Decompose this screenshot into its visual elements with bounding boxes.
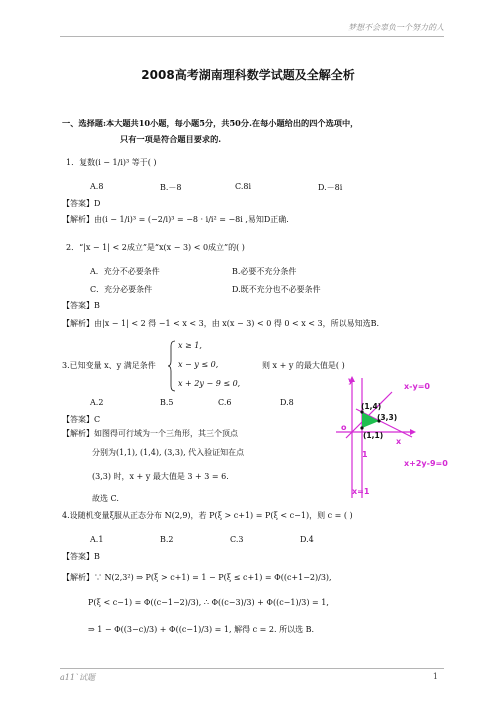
q3-stem-pre: 3.已知变量 x、y 满足条件 — [62, 361, 156, 370]
q1-stem: 1．复数(i − 1/i)³ 等于( ) — [66, 158, 157, 167]
q2-option-c: C．充分必要条件 — [90, 285, 153, 294]
page-number: 1 — [432, 672, 438, 681]
q4-option-a: A.1 — [90, 535, 104, 544]
label-x-minus-y: x-y=0 — [404, 382, 430, 391]
q3-condition-2: x − y ≤ 0, — [178, 360, 219, 369]
q2-option-d: D.既不充分也不必要条件 — [232, 285, 321, 294]
q4-analysis-3: ⇒ 1 − Φ((3−c)/3) + Φ((c−1)/3) = 1, 解得 c = 2. 所以选 B. — [88, 625, 315, 634]
footer-rule — [60, 668, 444, 669]
q4-analysis-1: 【解析】∵ N(2,3²) ⇒ P(ξ > c+1) = 1 − P(ξ ≤ c+1) = Φ((c+1−2)/3), — [62, 573, 332, 582]
q3-option-b: B.5 — [160, 398, 174, 407]
q2-option-b: B.必要不充分条件 — [232, 267, 297, 276]
header-rule — [60, 36, 444, 37]
q1-option-a: A.8 — [90, 182, 104, 191]
feasible-region-graph — [332, 374, 466, 502]
q3-analysis-4: 故选 C. — [92, 494, 119, 503]
q2-analysis: 【解析】由|x − 1| < 2 得 −1 < x < 3，由 x(x − 3) < 0 得 0 < x < 3，所以易知选B. — [62, 319, 380, 328]
q3-analysis-3: (3,3) 时，x + y 最大值是 3 + 3 = 6. — [92, 472, 229, 481]
q3-brace — [168, 340, 176, 392]
q3-analysis-1: 【解析】如图得可行域为一个三角形，其三个顶点 — [62, 429, 238, 438]
vertex-3-3-label: (3,3) — [377, 413, 398, 422]
q1-analysis: 【解析】由(i − 1/i)³ = (−2/i)³ = −8 · i/i² = −8i ,易知D正确. — [62, 215, 289, 224]
x-axis-arrow — [410, 429, 416, 435]
q4-option-b: B.2 — [160, 535, 174, 544]
q3-stem-post: 则 x + y 的最大值是( ) — [262, 361, 345, 370]
y-axis-label: y — [348, 376, 354, 385]
q2-stem: 2．“|x − 1| < 2成立”是“x(x − 3) < 0成立”的( ) — [66, 243, 245, 252]
q3-answer: 【答案】C — [62, 415, 101, 424]
page-title: 2008高考湖南理科数学试题及全解全析 — [141, 68, 355, 82]
x-axis-label: x — [396, 437, 402, 446]
q3-option-a: A.2 — [90, 398, 104, 407]
q1-option-c: C.8i — [235, 182, 252, 191]
label-x-eq-1: x=1 — [352, 487, 370, 496]
section-heading-line1: 一、选择题:本大题共10小题，每小题5分，共50分.在每小题给出的四个选项中， — [62, 118, 359, 128]
q4-stem: 4.设随机变量ξ服从正态分布 N(2,9)，若 P(ξ > c+1) = P(ξ < c−1)，则 c = ( ) — [62, 511, 353, 520]
q1-option-d: D.－8i — [318, 183, 343, 192]
q2-option-a: A．充分不必要条件 — [90, 267, 160, 276]
vertex-1-1-label: (1,1) — [363, 431, 384, 440]
q3-option-c: C.6 — [218, 398, 232, 407]
vertex-1-4-label: (1,4) — [361, 402, 382, 411]
q3-analysis-2: 分别为(1,1), (1,4), (3,3), 代入验证知在点 — [92, 448, 245, 457]
q4-analysis-2: P(ξ < c−1) = Φ((c−1−2)/3), ∴ Φ((c−3)/3) + Φ((c−1)/3) = 1, — [88, 598, 329, 607]
q4-option-d: D.4 — [300, 535, 314, 544]
q4-answer: 【答案】B — [62, 552, 100, 561]
q3-condition-3: x + 2y − 9 ≤ 0, — [178, 379, 241, 388]
section-heading-line2: 只有一项是符合题目要求的. — [120, 134, 222, 144]
q2-answer: 【答案】B — [62, 301, 100, 310]
q3-option-d: D.8 — [280, 398, 294, 407]
q4-option-c: C.3 — [230, 535, 244, 544]
q3-condition-1: x ≥ 1, — [178, 341, 202, 350]
q1-option-b: B.－8 — [160, 183, 182, 192]
origin-label: o — [341, 423, 347, 432]
q1-answer: 【答案】D — [62, 199, 101, 208]
footer-label: a11`试题 — [60, 673, 95, 682]
vertex-1-1 — [360, 426, 363, 429]
label-x-plus-2y: x+2y-9=0 — [404, 459, 448, 468]
tick-1-label: 1 — [362, 450, 368, 459]
header-motto: 梦想不会辜负一个努力的人 — [348, 23, 444, 32]
